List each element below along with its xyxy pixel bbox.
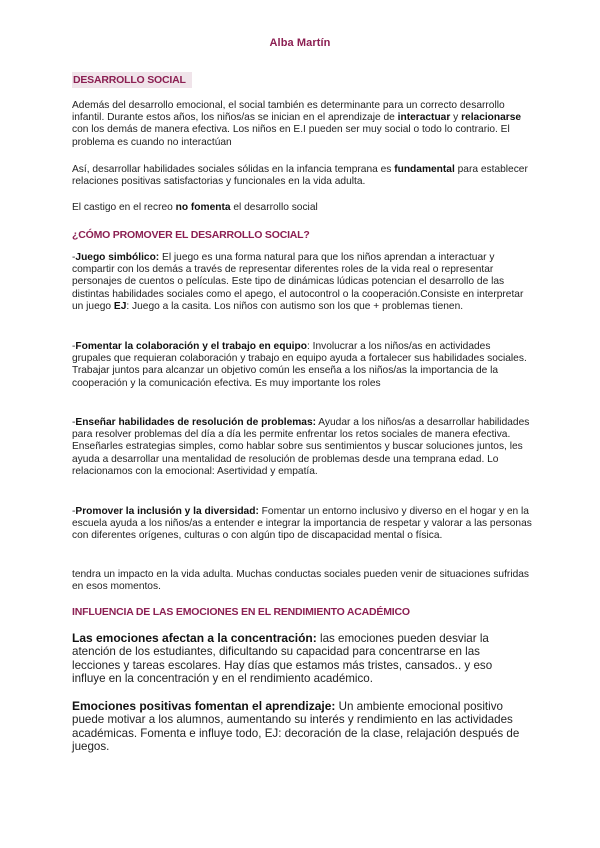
- text-run: Un ambiente emocional positivo puede motivar a los alumnos, aumentando su interés y rendimiento en las actividades académicas. Fomenta e influye todo, EJ: decoración de la clase, relajación después de juegos.: [72, 700, 520, 754]
- text-run: y: [450, 112, 462, 124]
- list-item-colaboracion: [72, 341, 532, 390]
- text-run: las emociones pueden desviar la atención de los estudiantes, dificultando su capacidad para concentrarse en las lecciones y tareas escolares. Hay días que estamos más tristes, cansados.. y eso influye en la concentración y en el rendimiento académico.: [72, 632, 493, 686]
- item-title: Enseñar habilidades de resolución de problemas:: [75, 417, 317, 428]
- paragraph: [72, 202, 532, 214]
- item-title: Las emociones afectan a la concentración:: [72, 631, 317, 645]
- text-run: Además del desarrollo emocional, el social también es determinante para un correcto desarrollo infantil. Durante estos años, los niños/as se inician en el aprendizaje de: [72, 100, 505, 124]
- text-run: Ayudar a los niños/as a desarrollar habilidades para resolver problemas del día a día les permite enfrentar los retos sociales de manera efectiva. Enseñarles estrategias simples, como hablar sobre sus sentimientos y buscar soluciones juntos, les ayuda a desarrollar una mentalidad de resolución de problemas desde una temprana edad. Lo relacionamos con la emocional: Asertividad y empatía.: [72, 417, 530, 477]
- item-title: Promover la inclusión y la diversidad:: [75, 506, 259, 517]
- list-item-juego-simbolico: [72, 252, 532, 313]
- section-title-como-promover: ¿CÓMO PROMOVER EL DESARROLLO SOCIAL?: [72, 229, 310, 241]
- dash: -: [72, 506, 76, 517]
- dash: -: [72, 341, 76, 352]
- text-run: : Juego a la casita. Los niños con autismo son los que + problemas tienen.: [126, 300, 464, 312]
- bold-text: EJ: [113, 300, 127, 312]
- list-item-inclusion-diversidad: [72, 506, 532, 543]
- text-run: : Involucrar a los niños/as en actividades grupales que requieran colaboración y trabajo en equipo ayuda a fortalecer sus habilidades sociales. Trabajar juntos para alcanzar un objetivo común les enseña a los niños/as la importancia de la cooperación y la comunicación efectiva. Es muy importante los roles: [72, 341, 527, 389]
- author-header: Alba Martín: [269, 37, 331, 49]
- item-title: Juego simbólico:: [75, 252, 160, 263]
- bold-text: relacionarse: [461, 112, 522, 124]
- list-item-concentracion: [72, 632, 522, 686]
- bold-text: interactuar: [397, 112, 451, 124]
- paragraph: [72, 164, 532, 188]
- text-run: Fomentar un entorno inclusivo y diverso en el hogar y en la escuela ayuda a los niños/as a entender e integrar la importancia de respetar y valorar a las personas con diferentes orígenes, culturas o con algún tipo de discapacidad mental o física.: [72, 506, 532, 542]
- text-run: para establecer relaciones positivas satisfactorias y funcionales en la vida adulta.: [72, 164, 528, 188]
- paragraph-closing: tendra un impacto en la vida adulta. Muchas conductas sociales pueden venir de situaciones sufridas en esos momentos.: [72, 569, 530, 593]
- text-run: el desarrollo social: [230, 202, 318, 213]
- paragraph: [72, 100, 532, 149]
- text-run: El castigo en el recreo: [72, 202, 176, 213]
- list-item-aprendizaje: [72, 700, 522, 754]
- item-title: Emociones positivas fomentan el aprendizaje:: [72, 699, 336, 713]
- bold-text: no fomenta: [175, 202, 231, 213]
- dash: -: [72, 417, 76, 428]
- bold-text: fundamental: [394, 164, 455, 175]
- text-run: con los demás de manera efectiva. Los niños en E.I pueden ser muy social o todo lo contrario. El problema es cuando no interactúan: [72, 124, 510, 148]
- text-run: El juego es una forma natural para que los niños aprendan a interactuar y compartir con los demás a través de representar diferentes roles de la vida real o representar personajes de cuentos o películas. Este tipo de dinámicas lúdicas potencian el desarrollo de las distintas habilidades sociales como el apego, el autocontrol o la cooperación.Consiste en interpretar un juego: [72, 252, 524, 312]
- list-item-resolucion-problemas: [72, 417, 532, 478]
- text-run: Así, desarrollar habilidades sociales sólidas en la infancia temprana es: [72, 164, 395, 175]
- section-title-text: DESARROLLO SOCIAL: [72, 72, 192, 88]
- dash: -: [72, 252, 76, 263]
- section-title-influencia-emociones: INFLUENCIA DE LAS EMOCIONES EN EL RENDIMIENTO ACADÉMICO: [72, 606, 410, 618]
- item-title: Fomentar la colaboración y el trabajo en equipo: [75, 341, 307, 352]
- section-title-desarrollo-social: [72, 74, 192, 86]
